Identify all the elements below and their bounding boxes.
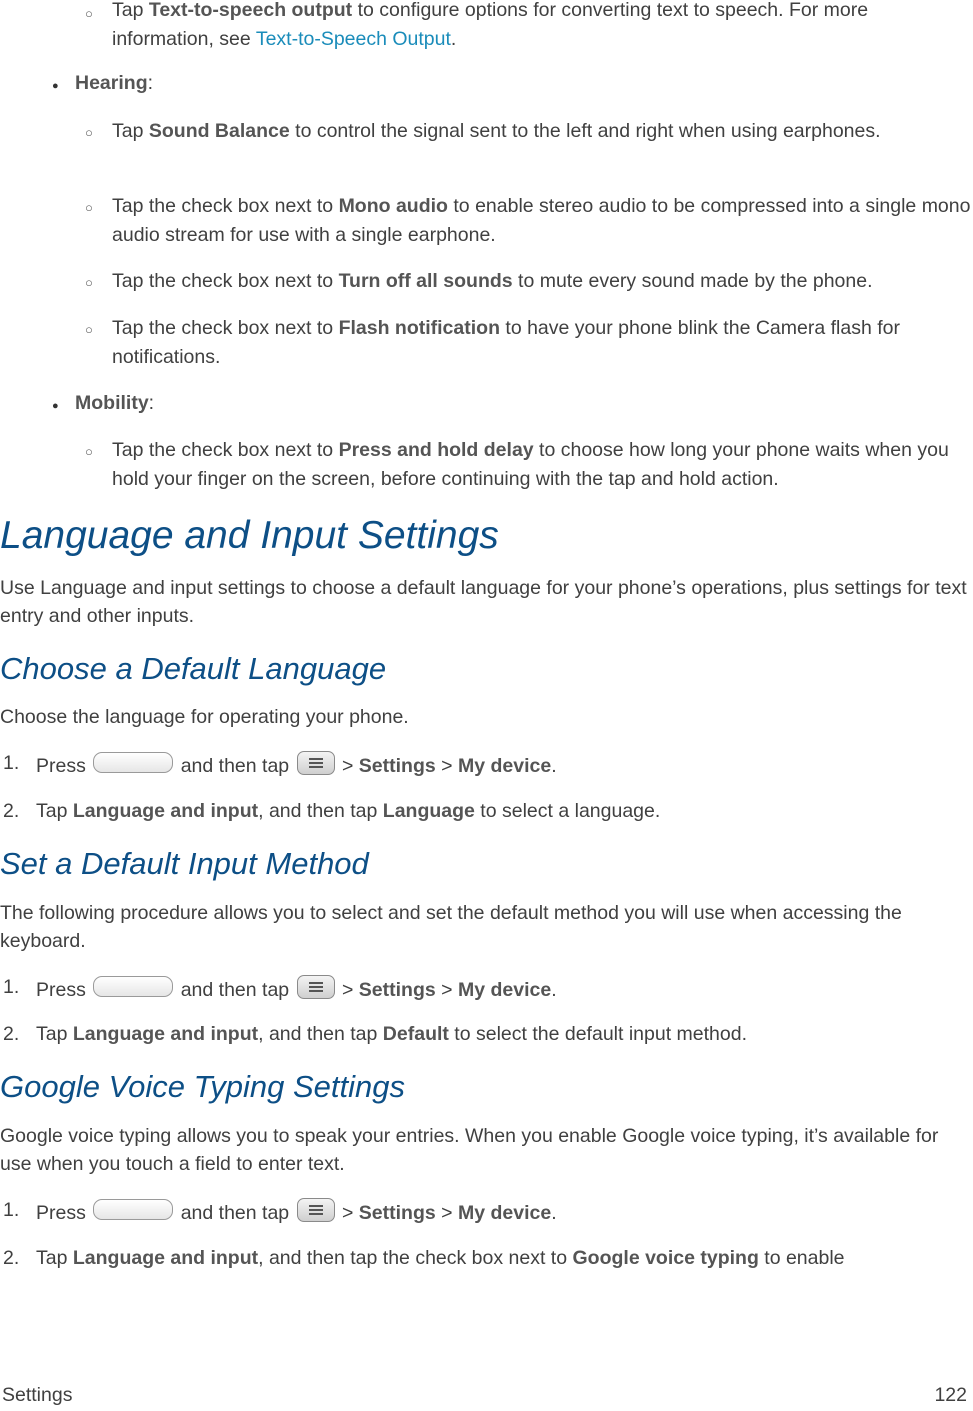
step-text: and then tap	[180, 979, 290, 1001]
step-item	[36, 1198, 973, 1228]
step-bold: Settings	[358, 979, 436, 1001]
list-item-hearing	[75, 69, 153, 98]
step-text: >	[341, 1202, 354, 1224]
sub-bullet-icon: ○	[85, 275, 93, 290]
subsection-intro: Choose the language for operating your phone.	[0, 706, 409, 728]
sub-bullet-icon: ○	[85, 322, 93, 337]
step-item	[36, 751, 973, 781]
item-bold: Turn off all sounds	[338, 270, 513, 292]
sub-bullet-icon: ○	[85, 125, 93, 140]
list-item-mobility	[75, 389, 154, 418]
hearing-label: Hearing	[75, 72, 148, 94]
item-bold: Press and hold delay	[338, 439, 534, 461]
step-text: , and then tap	[258, 800, 383, 822]
step-text: .	[551, 755, 557, 777]
step-text: and then tap	[180, 755, 290, 777]
list-item	[112, 192, 973, 250]
menu-key-icon	[297, 975, 335, 999]
home-key-icon	[93, 752, 173, 773]
item-text: Tap	[112, 120, 149, 142]
step-item	[36, 1020, 973, 1049]
sub-bullet-icon: ○	[85, 200, 93, 215]
step-number: 1.	[3, 752, 20, 774]
step-text: , and then tap the check box next to	[258, 1247, 573, 1269]
step-text: Press	[36, 755, 86, 777]
list-item	[112, 436, 973, 494]
subsection-heading: Choose a Default Language	[0, 651, 387, 686]
item-text: Tap the check box next to	[112, 439, 339, 461]
item-text: .	[450, 28, 457, 50]
step-text: to select a language.	[474, 800, 661, 822]
subsection-intro: The following procedure allows you to select and set the default method you will use when accessing the keyboard.	[0, 902, 902, 952]
step-number: 2.	[3, 1247, 20, 1269]
item-bold: Sound Balance	[148, 120, 290, 142]
step-item	[36, 975, 973, 1005]
page-number: 122	[934, 1384, 967, 1406]
step-text: Tap	[36, 1247, 73, 1269]
step-bold: Language and input	[72, 800, 259, 822]
menu-key-icon	[297, 751, 335, 775]
item-text: to choose how long your phone waits when you hold your finger on the screen, before continuing with the tap and hold action.	[112, 439, 949, 490]
step-bold: My device	[457, 755, 552, 777]
step-item	[36, 797, 973, 826]
subsection-heading: Google Voice Typing Settings	[0, 1069, 405, 1104]
mobility-label: Mobility	[75, 392, 149, 414]
list-item	[112, 314, 973, 372]
step-bold: Google voice typing	[572, 1247, 759, 1269]
list-item	[112, 117, 973, 146]
step-number: 2.	[3, 1023, 20, 1045]
home-key-icon	[93, 976, 173, 997]
item-text: to enable stereo audio to be compressed into a single mono audio stream for use with a single earphone.	[112, 195, 971, 246]
step-text: , and then tap	[258, 1023, 383, 1045]
home-key-icon	[93, 1199, 173, 1220]
colon: :	[148, 392, 155, 414]
step-text: to select the default input method.	[448, 1023, 747, 1045]
step-bold: Default	[382, 1023, 449, 1045]
step-text: >	[441, 1202, 453, 1224]
step-text: .	[551, 1202, 557, 1224]
sub-bullet-icon: ○	[85, 6, 93, 21]
step-text: .	[551, 979, 557, 1001]
step-bold: My device	[457, 979, 552, 1001]
step-bold: Settings	[358, 1202, 436, 1224]
bullet-icon: ●	[52, 80, 59, 92]
step-number: 1.	[3, 1199, 20, 1221]
step-bold: My device	[457, 1202, 552, 1224]
step-text: >	[441, 755, 453, 777]
step-bold: Language and input	[72, 1247, 259, 1269]
item-text: Tap the check box next to	[112, 195, 339, 217]
step-text: >	[341, 755, 354, 777]
section-title: Language and Input Settings	[0, 514, 499, 557]
item-text: Tap the check box next to	[112, 317, 339, 339]
item-text: Tap the check box next to	[112, 270, 339, 292]
subsection-heading: Set a Default Input Method	[0, 846, 369, 881]
step-text: Press	[36, 1202, 86, 1224]
item-text: to control the signal sent to the left and right when using earphones.	[289, 120, 881, 142]
bullet-icon: ●	[52, 400, 59, 412]
sub-bullet-icon: ○	[85, 444, 93, 459]
list-item	[112, 267, 973, 296]
item-text: to configure options for converting text to speech. For more information, see	[112, 0, 869, 50]
footer-section-name: Settings	[2, 1384, 73, 1406]
step-text: Press	[36, 979, 86, 1001]
step-text: to enable	[758, 1247, 845, 1269]
step-text: Tap	[36, 1023, 73, 1045]
item-bold: Flash notification	[338, 317, 500, 339]
item-text: to have your phone blink the Camera flash for notifications.	[112, 317, 900, 368]
section-intro: Use Language and input settings to choose a default language for your phone’s operations, plus settings for text entry and other inputs.	[0, 577, 967, 627]
text-to-speech-link[interactable]: Text-to-Speech Output	[255, 28, 451, 50]
step-bold: Settings	[358, 755, 436, 777]
step-text: Tap	[36, 800, 73, 822]
colon: :	[147, 72, 154, 94]
step-text: >	[441, 979, 453, 1001]
step-number: 2.	[3, 800, 20, 822]
step-number: 1.	[3, 976, 20, 998]
item-text: Tap	[112, 0, 149, 21]
step-bold: Language	[382, 800, 475, 822]
subsection-intro: Google voice typing allows you to speak your entries. When you enable Google voice typing, it’s available for use when you touch a field to enter text.	[0, 1125, 939, 1175]
item-bold: Text-to-speech output	[148, 0, 353, 21]
step-item	[36, 1244, 973, 1273]
step-bold: Language and input	[72, 1023, 259, 1045]
item-text: to mute every sound made by the phone.	[512, 270, 873, 292]
item-bold: Mono audio	[338, 195, 448, 217]
list-item	[112, 0, 973, 54]
menu-key-icon	[297, 1198, 335, 1222]
step-text: and then tap	[180, 1202, 290, 1224]
step-text: >	[341, 979, 354, 1001]
